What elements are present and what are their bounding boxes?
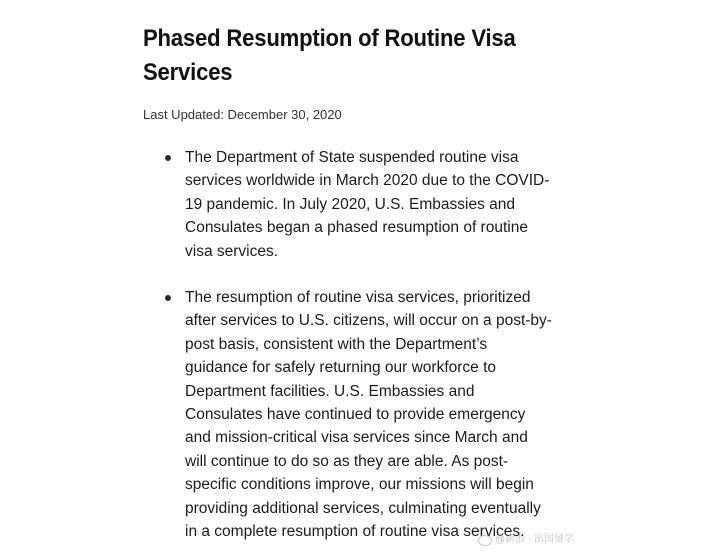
bullet-text: The Department of State suspended routine visa services worldwide in March 2020 due to the COVID-19 pandemic. In July 2020, U.S. Embassies and Consulates began a phased resumption of routine visa services. [185, 149, 550, 260]
watermark [478, 533, 574, 547]
page-title: Phased Resumption of Routine Visa Services [143, 25, 516, 86]
list-item [143, 286, 553, 543]
last-updated-date: Last Updated: December 30, 2020 [143, 107, 342, 122]
bullet-dot-icon [165, 295, 171, 301]
list-item [143, 146, 553, 263]
watermark-text: @新浪 · 出国留学 [495, 534, 575, 545]
bullet-list [143, 146, 553, 544]
article [143, 22, 553, 544]
bullet-dot-icon [165, 155, 171, 161]
bullet-text: The resumption of routine visa services, prioritized after services to U.S. citizens, will occur on a post-by-post basis, consistent with the Department’s guidance for safely returning our workforce to Department facilities. U.S. Embassies and Consulates have continued to provide emergency and mission-critical visa services since March and will continue to do so as they are able. As post-specific conditions improve, our missions will begin providing additional services, culminating eventually in a complete resumption of routine visa services. [185, 289, 552, 541]
weibo-logo-icon [478, 535, 492, 546]
